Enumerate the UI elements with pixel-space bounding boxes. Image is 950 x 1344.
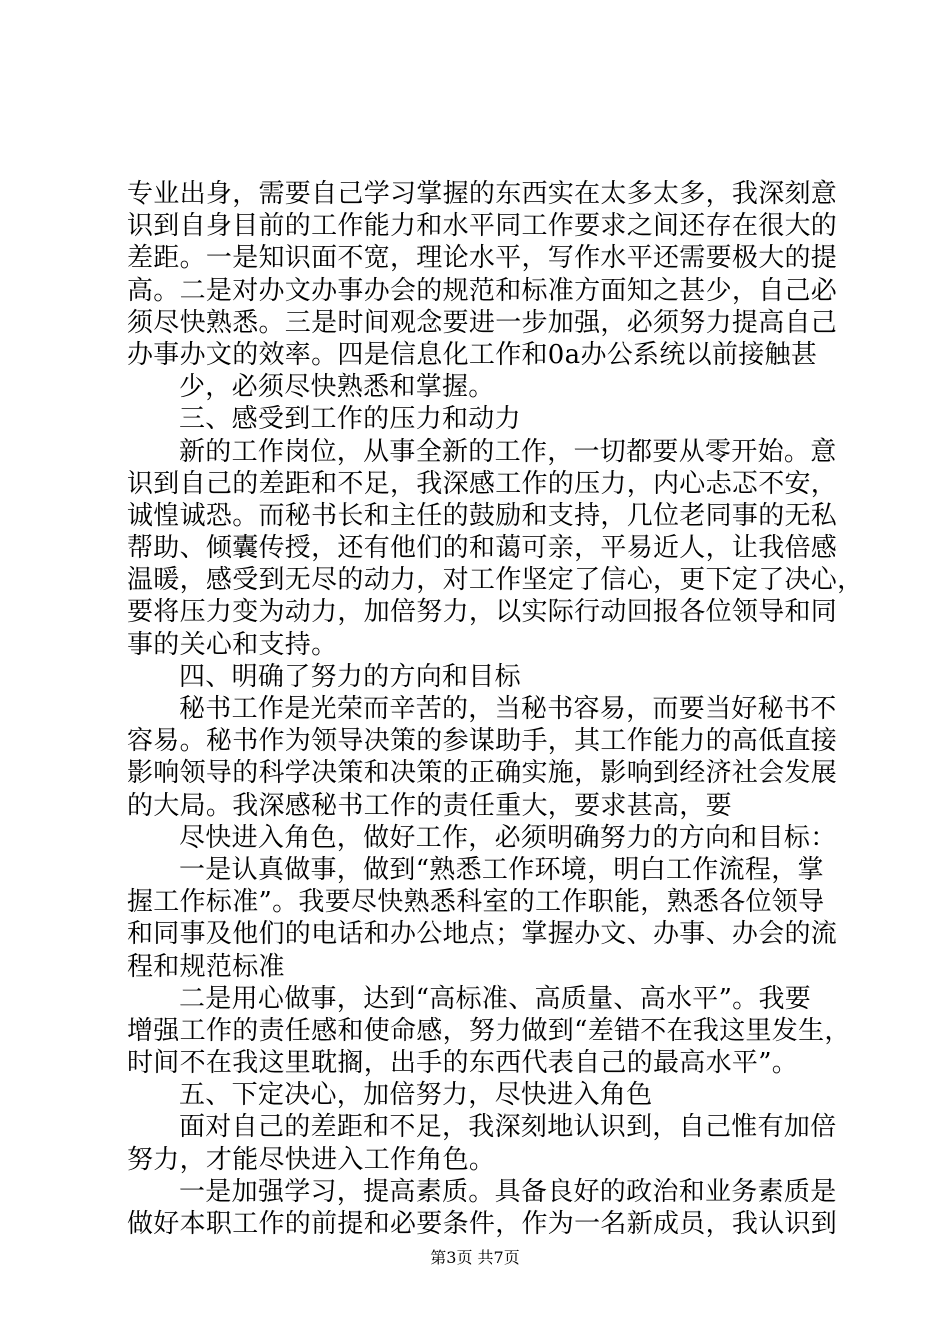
text-line: 努力，才能尽快进入工作角色。 xyxy=(127,1144,496,1175)
text-line: 少，必须尽快熟悉和掌握。 xyxy=(179,372,495,403)
text-line: 温暖，感受到无尽的动力，对工作坚定了信心，更下定了决心， xyxy=(127,565,864,596)
text-line: 容易。秘书作为领导决策的参谋助手，其工作能力的高低直接 xyxy=(127,726,838,757)
text-line: 事的关心和支持。 xyxy=(127,629,338,660)
text-line: 高。二是对办文办事办会的规范和标准方面知之甚少，自己必 xyxy=(127,275,838,306)
text-line: 秘书工作是光荣而辛苦的，当秘书容易，而要当好秘书不 xyxy=(179,694,837,724)
text-line: 三、感受到工作的压力和动力 xyxy=(179,404,521,435)
text-line: 诚惶诚恐。而秘书长和主任的鼓励和支持，几位老同事的无私 xyxy=(127,500,838,531)
text-line: 须尽快熟悉。三是时间观念要进一步加强，必须努力提高自己 xyxy=(127,307,838,338)
text-line: 一是加强学习，提高素质。具备良好的政治和业务素质是 xyxy=(179,1176,837,1207)
body-text xyxy=(127,178,864,1240)
text-line: 一是认真做事，做到“熟悉工作环境，明白工作流程，掌 xyxy=(179,854,824,885)
text-line: 程和规范标准 xyxy=(127,951,285,982)
text-line: 专业出身，需要自己学习掌握的东西实在太多太多，我深刻意 xyxy=(127,179,838,209)
text-line: 要将压力变为动力，加倍努力，以实际行动回报各位领导和同 xyxy=(127,597,838,628)
text-line: 办事办文的效率。四是信息化工作和0a办公系统以前接触甚 xyxy=(127,339,818,370)
text-line: 增强工作的责任感和使命感，努力做到“差错不在我这里发生， xyxy=(127,1015,851,1046)
text-line: 四、明确了努力的方向和目标 xyxy=(179,661,521,692)
text-line: 帮助、倾囊传授，还有他们的和蔼可亲，平易近人，让我倍感 xyxy=(127,533,838,564)
text-line: 时间不在我这里耽搁，出手的东西代表自己的最高水平”。 xyxy=(127,1048,799,1079)
text-line: 影响领导的科学决策和决策的正确实施，影响到经济社会发展 xyxy=(127,758,838,789)
text-line: 五、下定决心，加倍努力，尽快进入角色 xyxy=(179,1080,653,1111)
text-line: 尽快进入角色，做好工作，必须明确努力的方向和目标： xyxy=(179,822,837,853)
page-number-footer: 第3页 共7页 xyxy=(430,1248,520,1267)
text-line: 识到自己的差距和不足，我深感工作的压力，内心忐忑不安， xyxy=(127,468,838,499)
text-line: 面对自己的差距和不足，我深刻地认识到，自己惟有加倍 xyxy=(179,1112,837,1143)
text-line: 的大局。我深感秘书工作的责任重大，要求甚高，要 xyxy=(127,790,732,821)
text-line: 新的工作岗位，从事全新的工作，一切都要从零开始。意 xyxy=(179,436,837,467)
text-line: 做好本职工作的前提和必要条件，作为一名新成员，我认识到 xyxy=(127,1209,838,1239)
text-line: 差距。一是知识面不宽，理论水平，写作水平还需要极大的提 xyxy=(127,243,838,274)
text-line: 和同事及他们的电话和办公地点；掌握办文、办事、办会的流 xyxy=(127,919,838,950)
text-line: 二是用心做事，达到“高标准、高质量、高水平”。我要 xyxy=(179,983,812,1014)
text-line: 握工作标准”。我要尽快熟悉科室的工作职能，熟悉各位领导 xyxy=(127,887,825,918)
text-line: 识到自身目前的工作能力和水平同工作要求之间还存在很大的 xyxy=(127,211,838,242)
